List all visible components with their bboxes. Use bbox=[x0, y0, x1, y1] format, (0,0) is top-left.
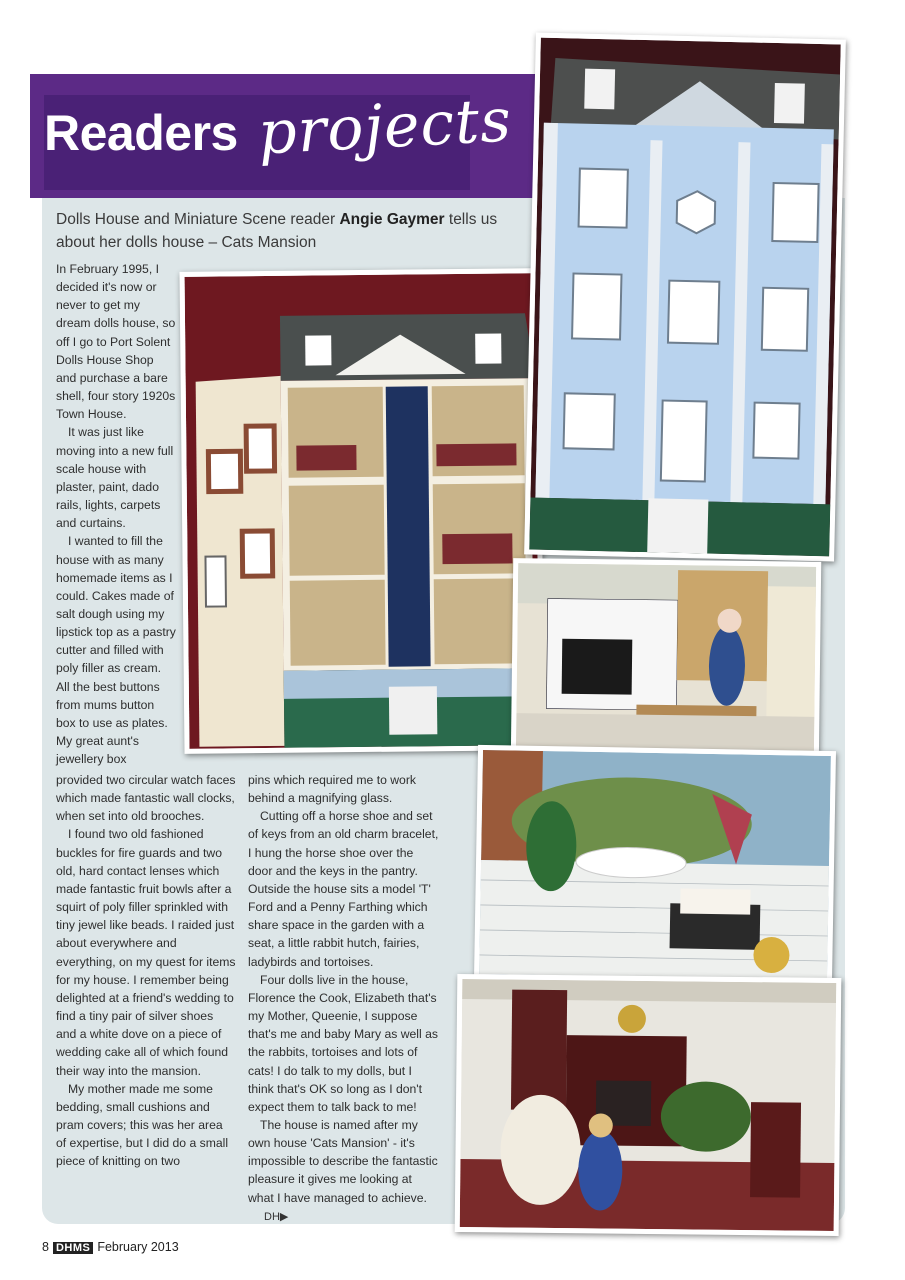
paragraph: provided two circular watch faces which made fantastic wall clocks, when set into old brooches. bbox=[56, 773, 236, 824]
paragraph: My mother made me some bedding, small cushions and pram covers; this was her area of expertise, but I did do a small piece of knitting on two bbox=[56, 1081, 229, 1169]
paragraph-text: The house is named after my own house 'Cats Mansion' - it's impossible to describe the fantastic pleasure it gives me looking at what I have managed to achieve. bbox=[248, 1117, 438, 1205]
paragraph: In February 1995, I decided it's now or never to get my dream dolls house, so off I go to Port Solent Dolls House Shop and purchase a bare shell, four story 1920s Town House. bbox=[56, 262, 176, 422]
page-footer bbox=[42, 1240, 179, 1254]
article-column-1-top bbox=[56, 260, 176, 768]
paragraph: I wanted to fill the house with as many homemade items as I could. Cakes made of salt dough using my lipstick top as a pastry cutter and filled with poly filler as cream. All the best buttons from mums button box to use as plates. My great aunt's jewellery box bbox=[56, 534, 176, 767]
kitchen-illustration bbox=[516, 563, 816, 763]
photo-kitchen-scene bbox=[511, 558, 821, 768]
intro-prefix: Dolls House and Miniature Scene reader bbox=[56, 211, 340, 228]
intro-suffix: tells us about her dolls house – Cats Mansion bbox=[56, 211, 498, 251]
photo-open-dolls-house bbox=[179, 268, 544, 754]
paragraph: I found two old fashioned buckles for fire guards and two old, hard contact lenses which made fantastic fruit bowls after a squirt of poly filler sprinkled with tiny jewel like beads. I raided just about everywhere and everything, on my quest for items for my house. I remember being delighted at a friend's wedding to find a tiny pair of silver shoes and a white dove on a piece of wedding cake all of which found their way into the mansion. bbox=[56, 827, 236, 1078]
article-intro bbox=[56, 208, 536, 254]
article-column-1-bottom bbox=[56, 771, 236, 1170]
paragraph: Four dolls live in the house, Florence the Cook, Elizabeth that's my Mother, Queenie, I suppose that's me and baby Mary as well as the rabbits, tortoises and lots of cats! I do talk to my dolls, but I think that's OK so long as I don't expect them to talk back to me! bbox=[248, 972, 438, 1114]
paragraph bbox=[248, 1116, 440, 1226]
photo-garden-scene bbox=[474, 745, 836, 985]
facade-illustration bbox=[529, 38, 841, 557]
issue-date: February 2013 bbox=[97, 1240, 179, 1254]
page-number: 8 bbox=[42, 1240, 49, 1254]
end-of-article-mark: DH▶ bbox=[264, 1210, 289, 1223]
paragraph: It was just like moving into a new full scale house with plaster, paint, dado rails, lights, carpets and curtains. bbox=[56, 425, 174, 531]
garden-illustration bbox=[479, 750, 831, 980]
magazine-logo: DHMS bbox=[53, 1242, 93, 1254]
header-title-projects: projects bbox=[256, 85, 514, 169]
header-title-readers: Readers bbox=[44, 105, 238, 161]
photo-parlour-scene bbox=[455, 974, 842, 1236]
paragraph: pins which required me to work behind a magnifying glass. bbox=[248, 773, 416, 806]
intro-author-name: Angie Gaymer bbox=[339, 211, 445, 228]
open-house-illustration bbox=[185, 273, 540, 749]
paragraph: Cutting off a horse shoe and set of keys from an old charm bracelet, I hung the horse shoe over the door and the keys in the pantry. Outside the house sits a model 'T' Ford and a Penny Farthing which share space in the garden with a seat, a little rabbit hutch, fairies, ladybirds and tortoises. bbox=[248, 809, 439, 969]
photo-house-facade bbox=[524, 33, 846, 562]
parlour-illustration bbox=[460, 979, 837, 1231]
article-column-2 bbox=[248, 771, 440, 1226]
